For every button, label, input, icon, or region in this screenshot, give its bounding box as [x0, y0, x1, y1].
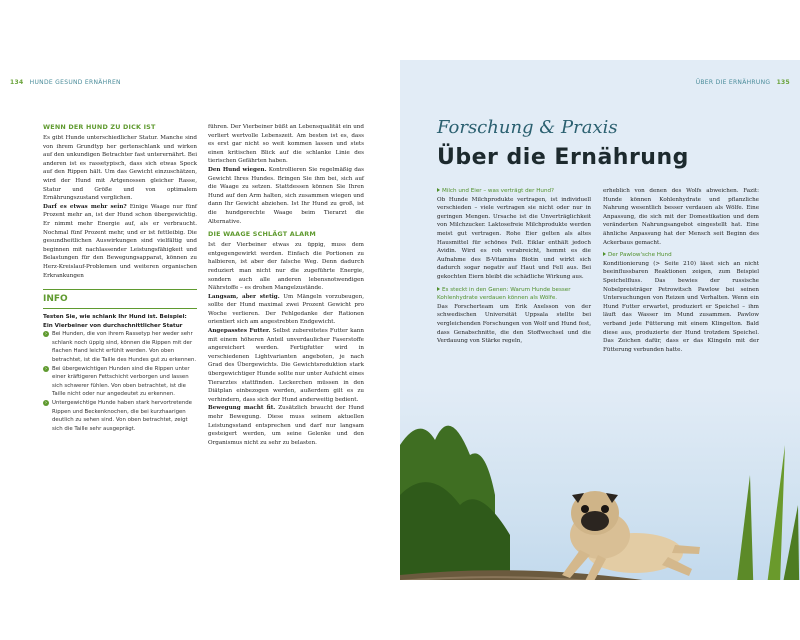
run-in-heading: Langsam, aber stetig. — [208, 293, 280, 300]
run-in-heading: Angepasstes Futter. — [208, 328, 271, 335]
right-column-2 — [603, 187, 759, 354]
paragraph — [43, 203, 197, 280]
page-title: Über die Ernährung — [437, 145, 689, 170]
pug-jumping-photo — [400, 385, 800, 580]
subheading-text: Es steckt in den Genen: Warum Hunde besser Kohlenhydrate verdauen können als Wölfe. — [437, 286, 571, 302]
right-page — [400, 0, 800, 640]
subheading-text: Milch und Eier – was verträgt der Hund? — [442, 188, 555, 194]
info-box — [43, 289, 197, 433]
paragraph-text: Zusätzlich braucht der Hund mehr Bewegung. Diese muss seinem aktuellen Leistungsstand entsprechen und darf nur langsam gesteigert werden, um seine Gelenke und den Organismus nicht zu sehr zu belasten. — [208, 405, 364, 446]
paragraph — [208, 327, 364, 404]
info-lead-2: Ein Vierbeiner von durchschnittlicher Statur — [43, 322, 183, 329]
info-item-text: Bei übergewichtigen Hunden sind die Rippen unter einer kräftigeren Fettschicht verborgen und lassen sich schwerer fühlen. Von oben betrachtet, ist die Taille nicht oder nur angedeutet zu erkennen. — [52, 365, 190, 398]
subheading-pawlow — [603, 251, 759, 260]
paragraph — [208, 166, 364, 226]
paragraph: Ist der Vierbeiner etwas zu üppig, muss dem entgegengewirkt werden. Einfach die Portionen zu halbieren, ist aber der falsche Weg. Denn dadurch reduziert man nicht nur die zugeführte Energie, sondern auch alle anderen lebensnotwendigen Nährstoffe – es drohen Mangelzustände. — [208, 242, 364, 292]
info-box-title: INFO — [43, 294, 68, 305]
right-column-1 — [437, 187, 591, 346]
triangle-bullet-icon — [437, 188, 440, 192]
triangle-bullet-icon — [437, 287, 440, 291]
paragraph: führen. Der Vierbeiner büßt an Lebensqualität ein und verliert wertvolle Lebenszeit. Am besten ist es, dass es erst gar nicht so weit kommen lassen und stets einen kritischen Blick auf die schlanke Linie des tierischen Gefährten haben. — [208, 124, 364, 165]
paragraph-text: Kontrollieren Sie regelmäßig das Gewicht Ihres Hundes. Bringen Sie ihm bei, sich auf die Waage zu setzen. Stattdessen können Sie Ihren Hund auf den Arm halten, sich zusammen wiegen und dann Ihr Gewicht abziehen. Ist Ihr Hund zu groß, ist die hundgerechte Waage beim Tierarzt die Alternative. — [208, 166, 365, 225]
triangle-bullet-icon — [603, 252, 606, 256]
running-head-left-text: HUNDE GESUND ERNÄHREN — [29, 79, 121, 86]
arrow-bullet-icon: › — [45, 400, 47, 407]
paragraph: Ob Hunde Milchprodukte vertragen, ist individuell verschieden – viele vertragen sie nicht oder nur in geringen Mengen. Ursache ist die Unverträglichkeit von Milchzucker. Laktosefreie Milchprodukte werden meist gut vertragen. Rohe Eier gelten als altes Hausmittel für schönes Fell. Eiklar enthält jedoch Avidin. Wird es roh verabreicht, hemmt es die Aufnahme des B-Vitamins Biotin und wirkt sich dadurch sogar negativ auf Haut und Fell aus. Bei gekochten Eiern bleibt die schädliche Wirkung aus. — [437, 196, 591, 280]
run-in-heading: Bewegung macht fit. — [208, 405, 276, 412]
info-divider — [43, 308, 197, 309]
info-list-item — [43, 330, 197, 364]
run-in-heading: Darf es etwas mehr sein? — [43, 203, 127, 210]
subheading-genes — [437, 286, 591, 303]
info-item-text: Untergewichtige Hunde haben stark hervortretende Rippen und Beckenknochen, die bei kurzhaarigen deutlich zu sehen sind. Von oben betrachtet, zeigt sich die Taille sehr ausgeprägt. — [52, 400, 192, 432]
run-in-heading: Den Hund wiegen. — [208, 166, 267, 173]
info-list-item — [43, 399, 197, 433]
paragraph: Es gibt Hunde unterschiedlicher Statur. Manche sind von ihrem Grundtyp her gertenschlank und wirken auf den unkundigen Betrachter fast unterernährt. Bei anderen ist es rassetypisch, dass sich etwas Speck auf den Rippen hält. Um das Gewicht einzuschätzen, wird der Hund mit Artgenossen gleicher Rasse, Statur und Größe und von optimalem Ernährungszustand verglichen. — [43, 135, 197, 202]
info-item-text: Bei Hunden, die von ihrem Rassetyp her weder sehr schlank noch üppig sind, können die Rippen mit der flachen Hand leicht erfühlt werden. Von oben betrachtet, ist die Taille des Hundes gut zu erkennen. — [52, 331, 197, 364]
page-number-left: 134 — [10, 79, 24, 86]
paragraph: erheblich von denen des Wolfs abweichen. Fazit: Hunde können Kohlenhydrate und pflanzliche Nahrung wesentlich besser verdauen als Wölfe. Eine Anpassung, die sich mit der Domestikation und dem veränderten Nahrungsangebot eingestellt hat. Eine ähnliche Anpassung hat der Mensch seit Beginn des Ackerbaus gemacht. — [603, 188, 759, 246]
paragraph — [208, 293, 364, 327]
subheading-text: Der Pawlow'sche Hund — [608, 252, 672, 259]
left-column-1 — [43, 123, 197, 433]
paragraph-text: Um Mängeln vorzubeugen, sollte der Hund maximal zwei Prozent Gewicht pro Woche verlieren. Der Fehlgedanke der Rationen orientiert sich am angestrebten Endgewicht. — [208, 293, 364, 326]
arrow-bullet-icon: › — [45, 331, 47, 338]
paragraph: Das Forscherteam um Erik Axelsson von der schwedischen Universität Uppsala stellte bei vergleichenden Forschungen von Wolf und Hund fest, dass Genabschnitte, die den Stoffwechsel und die Verdauung von Stärke regeln, — [437, 303, 591, 345]
info-list-item — [43, 365, 197, 399]
info-lead-1: Testen Sie, wie schlank Ihr Hund ist. Beispiel: — [43, 314, 187, 321]
paragraph: Konditionierung (> Seite 210) lässt sich an nicht beeinflussbaren Reaktionen zeigen, zum Beispiel Speichelfluss. Das bewies der russische Nobelpreisträger Petrowitsch Pawlow bei seinen Untersuchungen von Reizen und Verhalten. Wenn ein Hund Futter erwartet, produziert er Speichel – ihm läuft das Wasser im Mund zusammen. Pawlow verband jede Fütterung mit einem Klingelton. Bald diese aus, produzierte der Hund trotzdem Speichel. Das Zeichen dafür, dass er das Klingeln mit der Fütterung verbunden hatte. — [603, 260, 759, 353]
kicker: Forschung & Praxis — [437, 117, 618, 138]
running-head-right-text: ÜBER DIE ERNÄHRUNG — [695, 79, 771, 86]
paragraph-text: Selbst zubereitetes Futter kann mit einem höheren Anteil unverdaulicher Faserstoffe angereichert werden. Fertigfutter wird in verschiedenen Lightvarianten angeboten, je nach Grad des Übergewichts. Die Gewichtsreduktion stark übergewichtiger Hunde sollte nur unter Aufsicht eines Tierarztes stattfinden. Leckerchen müssen in den Diätplan einbezogen werden, außerdem gilt es zu verhindern, dass sich der Hund anderweitig bedient. — [208, 328, 365, 403]
paragraph-text: Einige Waage nur fünf Prozent mehr an, ist der Hund schon übergewichtig. Er nimmt mehr Energie auf, als er verbraucht. Nochmal fünf Prozent mehr, und er ist fettleibig. Die gesundheitlichen Auswirkungen sind vielfältig und beginnen mit nachlassender Leistungsfähigkeit und Belastungen für den Bewegungsapparat, können zu Herz-Kreislauf-Problemen und weiteren organischen Erkrankungen — [43, 203, 197, 279]
running-head-right — [696, 79, 790, 86]
section-heading-too-fat: WENN DER HUND ZU DICK IST — [43, 123, 156, 131]
arrow-bullet-icon: › — [45, 365, 47, 372]
paragraph — [208, 404, 364, 447]
left-column-2 — [208, 123, 364, 447]
running-head-left — [10, 79, 121, 86]
subheading-milk-eggs — [437, 187, 591, 196]
section-heading-scale: DIE WAAGE SCHLÄGT ALARM — [208, 230, 316, 239]
page-number-right: 135 — [776, 79, 790, 86]
